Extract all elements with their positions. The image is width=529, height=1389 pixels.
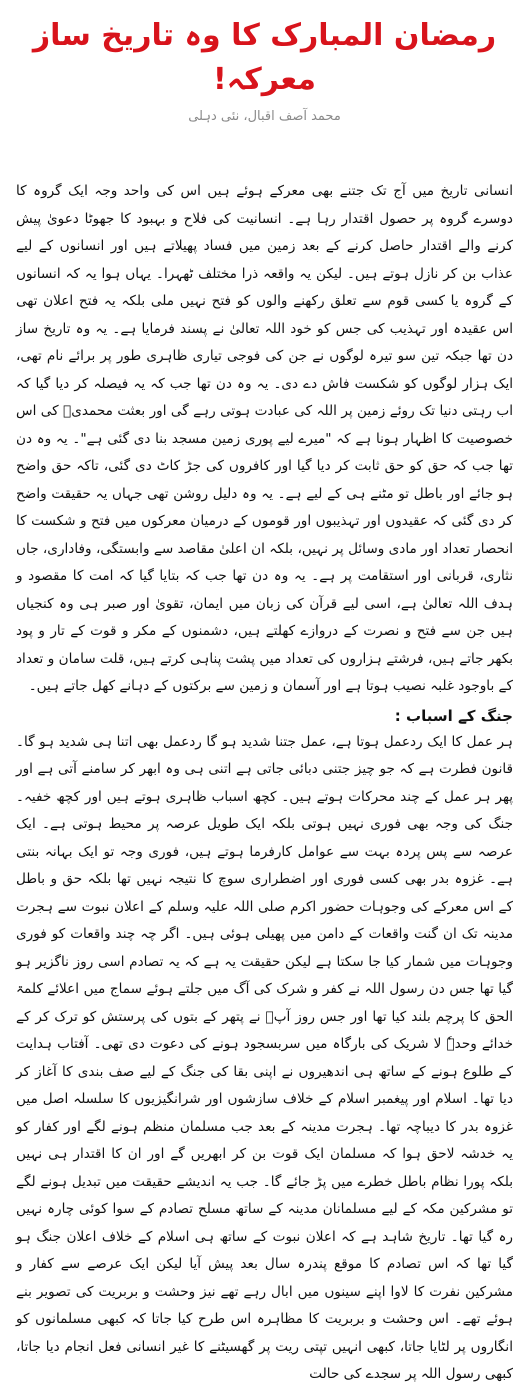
body-paragraph: ہر عمل کا ایک ردعمل ہوتا ہے، عمل جتنا شدید ہو گا ردعمل بھی اتنا ہی شدید ہو گا۔ قانون فطرت ہے کہ جو چیز جتنی دبائی جاتی ہے اتنی ہی وہ ابھر کر سامنے آتی ہے اور پھر ہر عمل کے چند محرکات ہوتے ہیں۔ کچھ اسباب ظاہری ہوتے ہیں اور کچھ خفیہ۔ جنگ کی وجہ بھی فوری نہیں ہوتی بلکہ ایک طویل عرصہ پر محیط ہوتی ہے۔ ایک عرصہ سے پس پردہ بہت سے عوامل کارفرما ہوتے ہیں، فوری وجہ تو ایک بہانہ بنتی ہے۔ غزوہ بدر بھی کسی فوری اور اضطراری سوچ کا نتیجہ نہیں تھا بلکہ حق و باطل کے اس معرکے کی وجوہات حضور اکرم صلی اللہ علیہ وسلم کے اعلان نبوت سے ہجرت مدینہ تک ان گنت واقعات کے دامن میں پھیلی ہوئی ہیں۔ اگر چہ چند واقعات کو فوری وجوہات میں شمار کیا جا سکتا ہے لیکن حقیقت یہ ہے کہ یہ تصادم اسی روز ناگزیر ہو گیا تھا جس دن رسول اللہ نے کفر و شرک کی آگ میں جلتے ہوئے سماج میں اعلائے کلمۃ الحق کا پرچم بلند کیا تھا اور جس روز آپؐ نے پتھر کے بتوں کی پرستش کو ترک کر کے خدائے وحدہٗ لا شریک کی بارگاہ میں سربسجود ہونے کی دعوت دی تھی۔ آفتاب ہدایت کے طلوع ہونے کے ساتھ ہی اندھیروں نے اپنی بقا کی جنگ کے لیے صف بندی کا آغاز کر دیا تھا۔ اسلام اور پیغمبر اسلام کے خلاف سازشوں اور شرانگیزیوں کا سلسلہ اصل میں غزوہ بدر کا دیباچہ تھا۔ ہجرت مدینہ کے بعد جب مسلمان منظم ہونے لگے اور کفار کو یہ خدشہ لاحق ہوا کہ مسلمان ایک قوت بن کر ابھریں گے اور ان کا اقتدار ہی نہیں بلکہ پورا نظام باطل خطرے میں پڑ جائے گا۔ جب یہ اندیشے حقیقت میں تبدیل ہونے لگے تو مشرکین مکہ کے لیے مسلمانان مدینہ کے ساتھ مسلح تصادم کے سوا کوئی چارہ نہیں رہ گیا تھا۔ تاریخ شاہد ہے کہ اعلان نبوت کے ساتھ ہی اسلام کے خلاف اعلان جنگ ہو گیا تھا کہ اس تصادم کا موقع پندرہ سال بعد پیش آیا لیکن ایک عرصے سے کفار و مشرکین نفرت کا لاوا اپنے سینوں میں ابال رہے تھے نیز وحشت و بربریت کی تصویر بنے ہوئے تھے۔ اس وحشت و بربریت کا مظاہرہ اس طرح کیا جاتا کہ کبھی مسلمانوں کو انگاروں پر لٹایا جاتا، کبھی انہیں تپتی ریت پر گھسیٹنے کا غیر انسانی فعل انجام دیا جاتا، کبھی رسول اللہ پر سجدے کی حالت: [16, 733, 513, 1382]
article-title: رمضان المبارک کا وہ تاریخ ساز معرکہ!: [32, 18, 497, 97]
author-byline: محمد آصف اقبال، نئی دہلی: [188, 109, 341, 124]
section-heading: جنگ کے اسباب :: [394, 706, 513, 725]
intro-paragraph: انسانی تاریخ میں آج تک جتنے بھی معرکے ہوئے ہیں اس کی واحد وجہ ایک گروہ کا دوسرے گروہ پر حصول اقتدار رہا ہے۔ انسانیت کی فلاح و بہبود کا جھوٹا دعویٰ پیش کرنے والے اقتدار حاصل کرنے کے بعد زمین میں فساد پھیلاتے ہیں اور انسانوں کے لیے عذاب بن کر نازل ہوتے ہیں۔ لیکن یہ واقعہ ذرا مختلف ٹھہرا۔ یہاں ہوا یہ کہ انسانوں کے گروہ یا کسی قوم سے تعلق رکھنے والوں کو فتح نہیں ملی بلکہ یہ فتح اعلان تھی اس عقیدہ اور تہذیب کی جس کو خود اللہ تعالیٰ نے پسند فرمایا ہے۔ یہ وہ تاریخ ساز دن تھا جبکہ تین سو تیرہ لوگوں نے جن کی فوجی تیاری ظاہری طور پر برائے نام تھی، ایک ہزار لوگوں کو شکست فاش دے دی۔ یہ وہ دن تھا جب کہ یہ فیصلہ کر دیا گیا کہ اب رہتی دنیا تک روئے زمین پر اللہ کی عبادت ہوتی رہے گی اور بعثت محمدیؐ کی اس خصوصیت کا اظہار ہونا ہے کہ "میرے لیے پوری زمین مسجد بنا دی گئی ہے"۔ یہ وہ دن تھا جب کہ حق کو حق ثابت کر دیا گیا اور کافروں کی جڑ کاٹ دی گئی، تاکہ حق واضح ہو جائے اور باطل تو مٹنے ہی کے لیے ہے۔ یہ وہ دلیل روشن تھی جہاں یہ حقیقت واضح کر دی گئی کہ عقیدوں اور تہذیبوں اور قوموں کے درمیان معرکوں میں فتح و شکست کا انحصار تعداد اور مادی وسائل پر نہیں، بلکہ ان اعلیٰ مقاصد سے وابستگی، وفاداری، جاں نثاری، قربانی اور استقامت پر ہے۔ یہ وہ دن تھا جب کہ بتایا گیا کہ امت کا مقصود و ہدف اللہ تعالیٰ ہے، اسی لیے قرآن کی زبان میں ایمان، تقویٰ اور صبر ہی وہ کنجیاں ہیں جن سے فتح و نصرت کے دروازے کھلتے ہیں، دشمنوں کے مکر و قوت کے تار و پود بکھر جاتے ہیں، فرشتے ہزاروں کی تعداد میں پشت پناہی کرتے ہیں، قلت سامان و تعداد کے باوجود غلبہ نصیب ہوتا ہے اور آسمان و زمین سے برکتوں کے دہانے کھل جاتے ہیں۔: [16, 183, 513, 694]
